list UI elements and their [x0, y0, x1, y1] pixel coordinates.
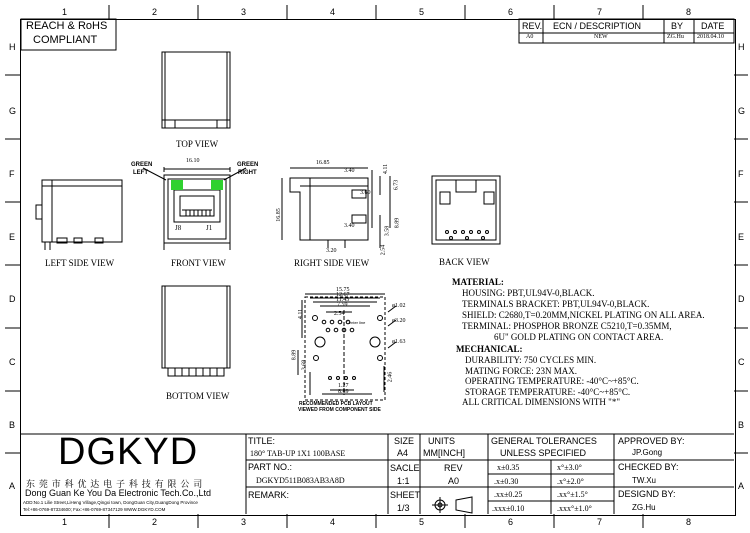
compliance-line-1: REACH & RoHS — [26, 20, 108, 32]
col-5: 5 — [419, 7, 425, 17]
row-a-right: A — [738, 481, 745, 491]
rev-header: REV. — [522, 21, 543, 31]
mechanical-heading: MECHANICAL: — [456, 344, 523, 354]
col-8: 8 — [686, 7, 692, 17]
left-side-view-label: LEFT SIDE VIEW — [45, 258, 115, 268]
dim-358: 3.58 — [384, 225, 391, 237]
row-c-right: C — [738, 357, 745, 367]
dim-360: 3.60 — [360, 190, 371, 196]
row-h: H — [9, 42, 16, 52]
scale-value: 1:1 — [397, 476, 410, 486]
pcb-dim-411: 4.11 — [298, 308, 305, 320]
green-right-label-1: GREEN — [237, 162, 259, 168]
top-view-label: TOP VIEW — [176, 139, 219, 149]
dim-254a: 2.54 — [380, 244, 387, 256]
col-1: 1 — [62, 7, 68, 17]
checked-value: TW.Xu — [632, 476, 657, 485]
date-value: 2018.04.10 — [697, 34, 724, 40]
material-line-5: 6U" GOLD PLATING ON CONTACT AREA. — [494, 332, 664, 342]
mechanical-line-5: ALL CRITICAL DIMENSIONS WITH "*" — [462, 397, 621, 407]
dim-320: 3.20 — [326, 248, 337, 254]
rev-label: REV — [444, 463, 463, 473]
tol-linear-0: x±0.35 — [497, 463, 520, 472]
tol-linear-2: .xx±0.25 — [494, 490, 523, 499]
size-value: A4 — [397, 448, 409, 458]
mechanical-line-3: OPERATING TEMPERATURE: -40°C~+85°C. — [465, 376, 639, 386]
scale-label: SACLE — [390, 463, 420, 473]
material-line-3: SHIELD: C2680,T=0.20MM,NICKEL PLATING ON ALL AREA. — [462, 310, 705, 320]
col-8-bottom: 8 — [686, 517, 692, 527]
tol-angular-3: .xxx°±1.0° — [557, 504, 592, 513]
pcb-dim-1143: 11.43 — [336, 297, 350, 303]
col-6-bottom: 6 — [508, 517, 514, 527]
tol-angular-0: x°±3.0° — [557, 463, 582, 472]
row-g-right: G — [738, 106, 746, 116]
material-line-1: HOUSING: PBT,UL94V-0,BLACK. — [462, 288, 595, 298]
j8-label: J8 — [175, 224, 182, 232]
back-view-label: BACK VIEW — [439, 257, 490, 267]
col-2-bottom: 2 — [152, 517, 158, 527]
company-logo: DGKYD — [58, 431, 199, 473]
material-line-4: TERMINAL: PHOSPHOR BRONZE C5210,T=0.35MM, — [462, 321, 672, 331]
pcb-dim-889b: 8.89 — [338, 389, 349, 395]
green-right-label-2: RIGHT — [238, 170, 257, 176]
pcb-label-2: VIEWED FROM COMPONENT SIDE — [298, 407, 381, 413]
size-label: SIZE — [394, 436, 415, 446]
row-h-right: H — [738, 42, 745, 52]
title-value: 180° TAB-UP 1X1 100BASE — [250, 449, 346, 458]
material-heading: MATERIAL: — [452, 277, 504, 287]
ecn-header: ECN / DESCRIPTION — [553, 21, 642, 31]
pcb-dim-1575: 15.75 — [336, 287, 350, 293]
bottom-view-label: BOTTOM VIEW — [166, 391, 230, 401]
pcb-dim-889: 8.89 — [291, 349, 298, 361]
dim-side-height: 16.85 — [275, 208, 282, 222]
tol-linear-1: .x±0.30 — [494, 477, 519, 486]
tol-angular-2: .xx°±1.5° — [557, 490, 588, 499]
row-e-right: E — [738, 232, 745, 242]
designed-value: ZG.Hu — [632, 503, 656, 512]
col-3-bottom: 3 — [241, 517, 247, 527]
pcb-label-1: RECOMMENDED PCB LAYOUT — [299, 401, 373, 407]
units-label: UNITS — [428, 436, 455, 446]
green-left-label-2: LEFT — [133, 170, 148, 176]
company-contact: Tel:+86-0769-87334600; Fax:+86-0769-87347129 WWW.DGKYD.COM — [23, 507, 166, 512]
material-line-2: TERMINALS BRACKET: PBT,UL94V-0,BLACK. — [462, 299, 650, 309]
pcb-dim-127: 1.27 — [338, 383, 349, 389]
approved-value: JP.Gong — [632, 448, 663, 457]
col-1-bottom: 1 — [62, 517, 68, 527]
rev-value: A0 — [526, 34, 534, 40]
row-f: F — [9, 169, 15, 179]
green-left-label-1: GREEN — [131, 162, 153, 168]
row-d: D — [9, 294, 16, 304]
tol-linear-3: .xxx±0.10 — [492, 504, 525, 513]
dim-front-width: 16.10 — [186, 158, 200, 164]
units-value: MM[INCH] — [423, 448, 465, 458]
date-header: DATE — [701, 21, 725, 31]
company-name-cn: 东 莞 市 科 优 达 电 子 科 技 有 限 公 司 — [26, 480, 203, 490]
led-right — [211, 180, 223, 190]
col-3: 3 — [241, 7, 247, 17]
designed-label: DESIGND BY: — [618, 489, 676, 499]
dim-side-width: 16.85 — [316, 160, 330, 166]
remark-label: REMARK: — [248, 490, 290, 500]
rev-value-tb: A0 — [448, 476, 460, 486]
center-line-label: Center line — [346, 320, 366, 325]
col-4-bottom: 4 — [330, 517, 336, 527]
part-no-value: DGKYD511B083AB3A8D — [256, 476, 345, 485]
pcb-dim-320: ø3.20 — [392, 318, 406, 324]
title-label: TITLE: — [248, 436, 276, 446]
pcb-dim-1267: 12.67 — [336, 292, 350, 298]
pcb-dim-163: ø1.63 — [392, 339, 406, 345]
tol-angular-1: .x°±2.0° — [557, 477, 584, 486]
part-no-label: PART NO.: — [248, 462, 293, 472]
pcb-dim-369: 3.69 — [301, 359, 308, 371]
front-view-label: FRONT VIEW — [171, 258, 226, 268]
dim-340a: 3.40 — [344, 168, 355, 174]
row-f-right: F — [738, 169, 744, 179]
approved-label: APPROVED BY: — [618, 436, 685, 446]
pcb-dim-254: 2.54 — [334, 311, 345, 317]
mechanical-line-2: MATING FORCE: 23N MAX. — [465, 366, 578, 376]
col-7-bottom: 7 — [597, 517, 603, 527]
pcb-dim-102: ø1.02 — [392, 303, 406, 309]
sheet-label: SHEET — [390, 490, 421, 500]
dim-889a: 8.89 — [394, 217, 401, 229]
j1-label: J1 — [206, 224, 213, 232]
company-name-en: Dong Guan Ke You Da Electronic Tech.Co.,Ltd — [25, 488, 211, 498]
tolerance-header-1: GENERAL TOLERANCES — [491, 436, 597, 446]
col-2: 2 — [152, 7, 158, 17]
mechanical-line-4: STORAGE TEMPERATURE: -40°C~+85°C. — [465, 387, 631, 397]
led-left — [171, 180, 183, 190]
row-b-right: B — [738, 420, 745, 430]
col-6: 6 — [508, 7, 514, 17]
row-b: B — [9, 420, 16, 430]
compliance-line-2: COMPLIANT — [33, 34, 98, 46]
row-c: C — [9, 357, 16, 367]
col-7: 7 — [597, 7, 603, 17]
tolerance-header-2: UNLESS SPECIFIED — [500, 448, 587, 458]
col-4: 4 — [330, 7, 336, 17]
col-5-bottom: 5 — [419, 517, 425, 527]
dim-340b: 3.40 — [344, 223, 355, 229]
right-side-view-label: RIGHT SIDE VIEW — [294, 258, 370, 268]
company-address: ADD:No.1 Lilie Street,LiHeng Village,Qingxi town, DongGuan City,GuangDong Province — [23, 500, 198, 505]
ecn-value: NEW — [594, 34, 608, 40]
row-e: E — [9, 232, 16, 242]
by-value: ZG.Hu — [667, 34, 684, 40]
sheet-value: 1/3 — [397, 503, 410, 513]
pcb-dim-246: 2.46 — [387, 371, 394, 383]
row-g: G — [9, 106, 17, 116]
checked-label: CHECKED BY: — [618, 462, 679, 472]
row-a: A — [9, 481, 16, 491]
pcb-dim-759: 7.59 — [337, 302, 348, 308]
by-header: BY — [671, 21, 684, 31]
mechanical-line-1: DURABILITY: 750 CYCLES MIN. — [465, 355, 597, 365]
row-d-right: D — [738, 294, 745, 304]
dim-411a: 4.11 — [383, 163, 390, 175]
dim-673: 6.73 — [393, 179, 400, 191]
